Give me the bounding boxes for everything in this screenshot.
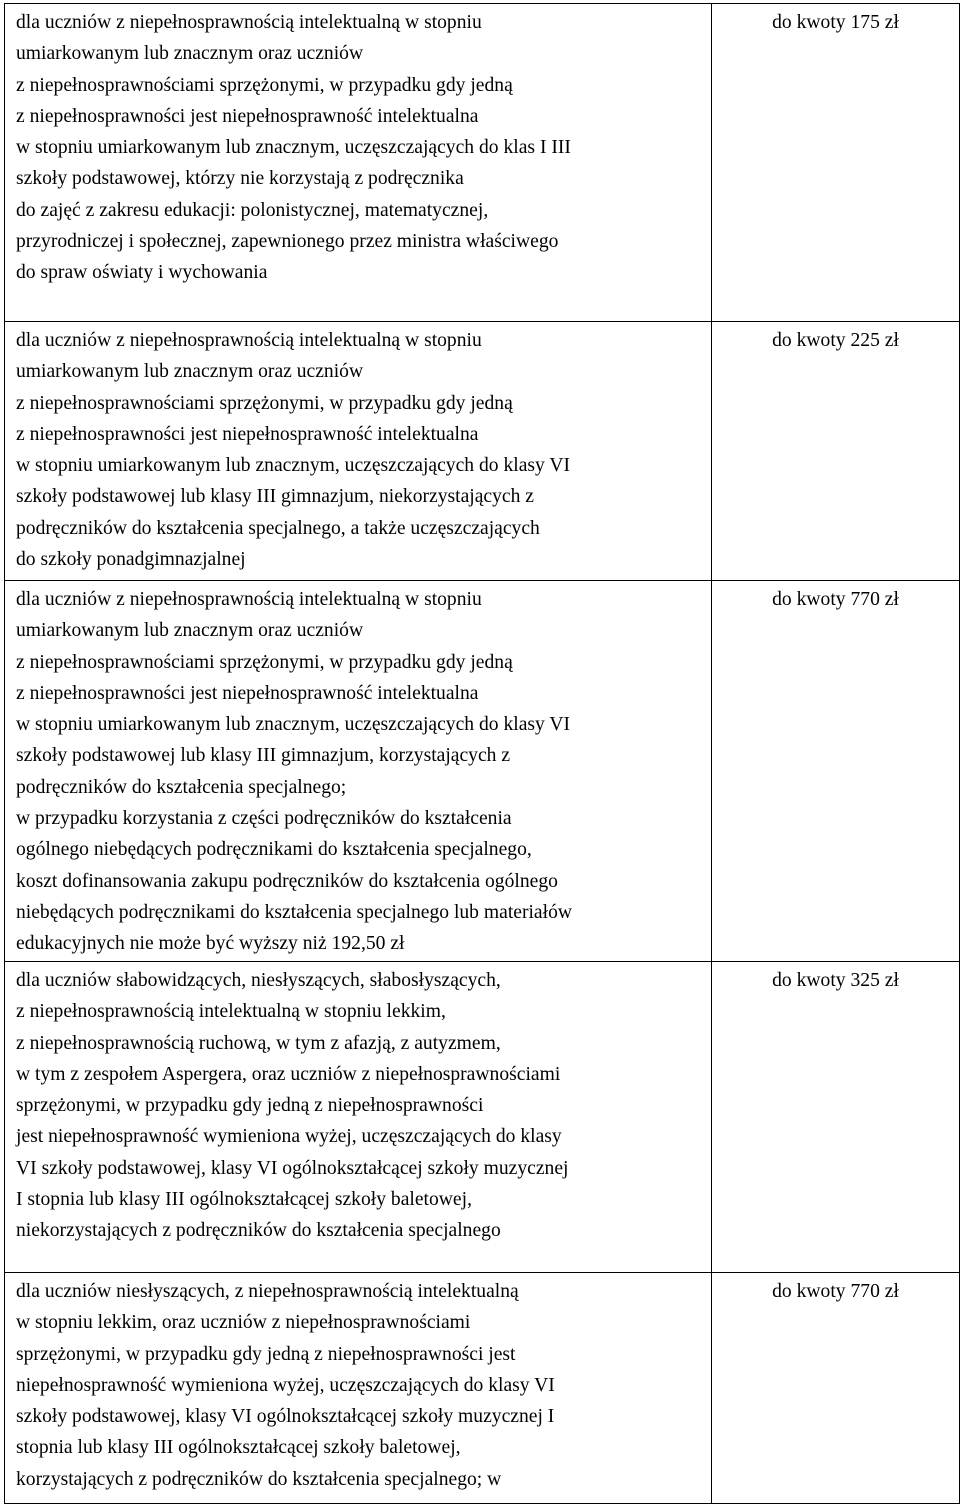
text-line: z niepełnosprawności jest niepełnosprawność intelektualna xyxy=(16,423,479,445)
text-line: podręczników do kształcenia specjalnego, a także uczęszczających xyxy=(16,517,540,539)
amount-cell xyxy=(712,322,960,581)
description-cell xyxy=(5,322,712,581)
text-line: szkoły podstawowej lub klasy III gimnazjum, korzystających z xyxy=(16,745,511,767)
text-line: korzystających z podręczników do kształcenia specjalnego; w xyxy=(16,1468,502,1490)
table-row xyxy=(5,4,960,322)
table-row xyxy=(5,581,960,962)
text-line: jest niepełnosprawność wymieniona wyżej, uczęszczających do klasy xyxy=(16,1126,562,1148)
text-line: z niepełnosprawnością intelektualną w stopniu lekkim, xyxy=(16,1001,446,1023)
description-text xyxy=(5,581,711,960)
text-line: w stopniu umiarkowanym lub znacznym, uczęszczających do klas I III xyxy=(16,137,571,159)
text-line: niepełnosprawność wymieniona wyżej, uczęszczających do klasy VI xyxy=(16,1374,555,1396)
amount-cell xyxy=(712,1273,960,1504)
text-line: VI szkoły podstawowej, klasy VI ogólnokształcącej szkoły muzycznej xyxy=(16,1157,569,1179)
text-line: szkoły podstawowej lub klasy III gimnazjum, niekorzystających z xyxy=(16,486,535,508)
text-line: z niepełnosprawnością ruchową, w tym z afazją, z autyzmem, xyxy=(16,1032,501,1054)
amount-value: do kwoty 770 zł xyxy=(772,589,899,610)
amount-value: do kwoty 175 zł xyxy=(772,12,899,33)
text-line: podręczników do kształcenia specjalnego; xyxy=(16,776,347,798)
amount-value: do kwoty 770 zł xyxy=(772,1281,899,1302)
text-line: w tym z zespołem Aspergera, oraz uczniów z niepełnosprawnościami xyxy=(16,1063,561,1085)
text-line: sprzężonymi, w przypadku gdy jedną z niepełnosprawności xyxy=(16,1095,484,1117)
text-line: niebędących podręcznikami do kształcenia specjalnego lub materiałów xyxy=(16,901,573,923)
description-text xyxy=(5,1273,711,1495)
text-line: z niepełnosprawnościami sprzężonymi, w przypadku gdy jedną xyxy=(16,74,513,96)
text-line: dla uczniów z niepełnosprawnością intelektualną w stopniu xyxy=(16,589,482,610)
description-text xyxy=(5,4,711,289)
text-line: do szkoły ponadgimnazjalnej xyxy=(16,549,246,571)
text-line: z niepełnosprawnościami sprzężonymi, w przypadku gdy jedną xyxy=(16,392,513,414)
text-line: ogólnego niebędących podręcznikami do kształcenia specjalnego, xyxy=(16,839,532,861)
funding-table xyxy=(4,3,960,1504)
text-line: z niepełnosprawności jest niepełnosprawność intelektualna xyxy=(16,105,479,127)
text-line: dla uczniów z niepełnosprawnością intelektualną w stopniu xyxy=(16,12,482,33)
text-line: stopnia lub klasy III ogólnokształcącej szkoły baletowej, xyxy=(16,1437,461,1459)
text-line: dla uczniów słabowidzących, niesłyszących, słabosłyszących, xyxy=(16,970,501,991)
text-line: w stopniu umiarkowanym lub znacznym, uczęszczających do klasy VI xyxy=(16,714,571,736)
amount-value: do kwoty 225 zł xyxy=(772,330,899,351)
text-line: edukacyjnych nie może być wyższy niż 192,50 zł xyxy=(16,933,405,955)
table-row xyxy=(5,962,960,1273)
description-cell xyxy=(5,1273,712,1504)
text-line: umiarkowanym lub znacznym oraz uczniów xyxy=(16,620,364,642)
description-cell xyxy=(5,581,712,962)
text-line: koszt dofinansowania zakupu podręczników do kształcenia ogólnego xyxy=(16,870,558,892)
text-line: w stopniu umiarkowanym lub znacznym, uczęszczających do klasy VI xyxy=(16,455,571,477)
text-line: z niepełnosprawnościami sprzężonymi, w przypadku gdy jedną xyxy=(16,651,513,673)
description-text xyxy=(5,322,711,575)
amount-cell xyxy=(712,4,960,322)
amount-cell xyxy=(712,962,960,1273)
text-line: do spraw oświaty i wychowania xyxy=(16,262,268,284)
description-text xyxy=(5,962,711,1247)
amount-value: do kwoty 325 zł xyxy=(772,970,899,991)
text-line: szkoły podstawowej, klasy VI ogólnokształcącej szkoły muzycznej I xyxy=(16,1406,555,1428)
table-row xyxy=(5,322,960,581)
text-line: do zajęć z zakresu edukacji: polonistycznej, matematycznej, xyxy=(16,199,489,221)
text-line: umiarkowanym lub znacznym oraz uczniów xyxy=(16,43,364,65)
text-line: w przypadku korzystania z części podręczników do kształcenia xyxy=(16,808,512,830)
text-line: z niepełnosprawności jest niepełnosprawność intelektualna xyxy=(16,682,479,704)
description-cell xyxy=(5,962,712,1273)
amount-cell xyxy=(712,581,960,962)
text-line: dla uczniów niesłyszących, z niepełnosprawnością intelektualną xyxy=(16,1281,519,1302)
description-cell xyxy=(5,4,712,322)
text-line: I stopnia lub klasy III ogólnokształcącej szkoły baletowej, xyxy=(16,1189,472,1211)
text-line: w stopniu lekkim, oraz uczniów z niepełnosprawnościami xyxy=(16,1312,471,1334)
table-row xyxy=(5,1273,960,1504)
text-line: dla uczniów z niepełnosprawnością intelektualną w stopniu xyxy=(16,330,482,351)
text-line: niekorzystających z podręczników do kształcenia specjalnego xyxy=(16,1220,501,1242)
text-line: szkoły podstawowej, którzy nie korzystają z podręcznika xyxy=(16,168,464,190)
text-line: umiarkowanym lub znacznym oraz uczniów xyxy=(16,361,364,383)
text-line: sprzężonymi, w przypadku gdy jedną z niepełnosprawności jest xyxy=(16,1343,516,1365)
text-line: przyrodniczej i społecznej, zapewnionego przez ministra właściwego xyxy=(16,231,559,253)
